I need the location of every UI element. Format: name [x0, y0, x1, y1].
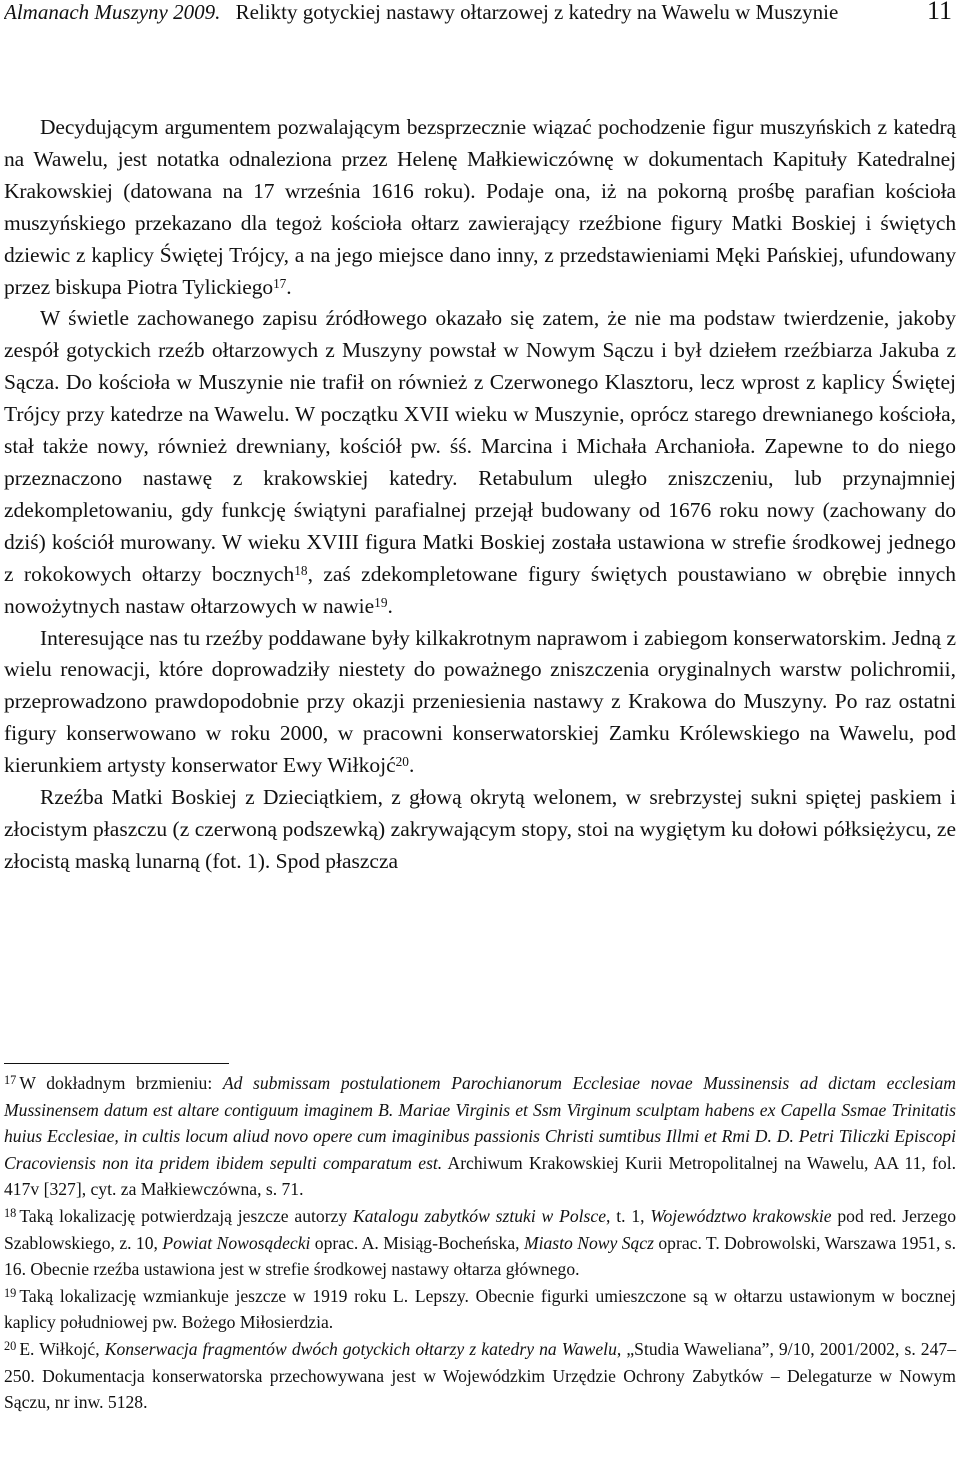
footnote-text: E. Wiłkojć,: [19, 1338, 105, 1359]
footnote-number: 19: [4, 1285, 17, 1300]
paragraph-text: Rzeźba Matki Boskiej z Dzieciątkiem, z głową okrytą welonem, w srebrzystej sukni spiętej paskiem i złocistym płaszczu (z czerwoną podszewką) zakrywającym stopy, stoi na wygiętym ku dołowi półksiężycu, ze złocistą maską lunarną (fot. 1). Spod płaszcza: [4, 785, 956, 873]
footnote-ref-17: 17: [273, 275, 287, 291]
footnote-17: [4, 1070, 956, 1203]
footnote-text: Taką lokalizację wzmiankuje jeszcze w 1919 roku L. Lepszy. Obecnie figurki umieszczone są w ołtarzu ustawionym w bocznej kaplicy południowej pw. Bożego Miłosierdzia.: [4, 1285, 956, 1333]
footnote-20: [4, 1336, 956, 1416]
footnote-italic-title: Konserwacja fragmentów dwóch gotyckich ołtarzy z katedry na Wawelu: [104, 1338, 617, 1359]
running-header: [4, 0, 956, 34]
paragraph: [4, 112, 956, 303]
footnote-text: pod red. Jerzego Szablowskiego, z. 10,: [4, 1205, 956, 1253]
footnote-italic-title: Województwo krakowskie: [650, 1205, 832, 1226]
footnote-number: 17: [4, 1073, 17, 1088]
paragraph-text: W świetle zachowanego zapisu źródłowego okazało się zatem, że nie ma podstaw twierdzenie, jakoby zespół gotyckich rzeźb ołtarzowych z Muszyny powstał w Nowym Sączu i był dziełem rzeźbiarza Jakuba z Sącza. Do kościoła w Muszynie nie trafił on również z Czerwonego Klasztoru, lecz wprost z kaplicy Świętej Trójcy przy katedrze na Wawelu. W początku XVII wieku w Muszynie, oprócz starego drewnianego kościoła, stał także nowy, również drewniany, kościół pw. śś. Marcina i Michała Archanioła. Zapewne to do niego przeznaczono nastawę z krakowskiej katedry. Retabulum uległo zniszczeniu, lub przynajmniej zdekompletowaniu, gdy funkcję świątyni parafialnej przejął budowany od 1676 roku nowy (zachowany do dziś) kościół murowany. W wieku XVIII figura Matki Boskiej została ustawiona w strefie środkowej jednego z rokokowych ołtarzy bocznych: [4, 306, 956, 586]
paragraph-text: Decydującym argumentem pozwalającym bezsprzecznie wiązać pochodzenie figur muszyńskich z katedrą na Wawelu, jest notatka odnaleziona przez Helenę Małkiewiczównę w dokumentach Kapituły Katedralnej Krakowskiej (datowana na 17 września 1616 roku). Podaje ona, iż na pokorną prośbę parafian kościoła muszyńskiego przekazano dla tegoż kościoła ołtarz zawierający rzeźbione figury Matki Boskiej i świętych dziewic z kaplicy Świętej Trójcy, a na jego miejsce dano inny, z przedstawieniami Męki Pańskiej, ufundowany przez biskupa Piotra Tylickiego: [4, 115, 956, 299]
paragraph: [4, 782, 956, 878]
footnote-text: , t. 1,: [606, 1205, 651, 1226]
paragraph: [4, 623, 956, 783]
footnotes: [4, 1070, 956, 1416]
footnote-latin-quote: Ad submissam postulationem Parochianorum Ecclesiae novae Mussinensis ad dictam ecclesiam Mussinensem datum est altare contiguum imaginem B. Mariae Virginis et Ssm Virginum sculptam habens ex Capella Ssmae Trinitatis huius Ecclesiae, in cultis locum aliud novo opere cum imaginibus passionis Christi sumtibus Illmi et Rmi D. D. Petri Tiliczki Episcopi Cracoviensis non ita pridem ibidem sepulti comparatum est.: [4, 1073, 956, 1173]
paragraph-text: Interesujące nas tu rzeźby poddawane były kilkakrotnym naprawom i zabiegom konserwatorskim. Jedną z wielu renowacji, które doprowadziły niestety do poważnego zniszczenia oryginalnych warstw polichromii, przeprowadzono prawdopodobnie przy okazji przeniesienia nastawy z Krakowa do Muszyny. Po raz ostatni figury konserwowano w roku 2000, w pracowni konserwatorskiej Zamku Królewskiego na Wawelu, pod kierunkiem artysty konserwator Ewy Wiłkojć: [4, 625, 956, 778]
footnote-text: oprac. T. Dobrowolski, Warszawa 1951, s. 16. Obecnie rzeźba ustawiona jest w strefie środkowej nastawy ołtarza głównego.: [4, 1232, 956, 1280]
footnote-number: 20: [4, 1339, 17, 1354]
journal-title: Almanach Muszyny 2009.: [4, 0, 221, 24]
footnote-text: oprac. A. Misiąg-Bocheńska,: [310, 1232, 524, 1253]
article-body: [4, 112, 956, 878]
footnote-separator: [4, 1063, 229, 1064]
footnote-19: [4, 1283, 956, 1336]
footnote-number: 18: [4, 1206, 17, 1221]
paragraph-text: , zaś zdekompletowane figury świętych poustawiano w obrębie innych nowożytnych nastaw ołtarzowych w nawie: [4, 561, 956, 618]
footnote-18: [4, 1203, 956, 1283]
paragraph-text: .: [387, 593, 393, 618]
paragraph: [4, 303, 956, 622]
footnote-ref-18: 18: [294, 562, 308, 578]
page-number: 11: [926, 0, 952, 25]
footnote-ref-20: 20: [395, 754, 409, 770]
footnote-text: W dokładnym brzmieniu:: [19, 1073, 223, 1093]
footnote-text: , „Studia Waweliana”, 9/10, 2001/2002, s. 247–250. Dokumentacja konserwatorska przechowywana jest w Wojewódzkim Urzędzie Ochrony Zabytków – Delegaturze w Nowym Sączu, nr inw. 5128.: [4, 1338, 956, 1413]
paragraph-text: .: [408, 753, 415, 778]
footnote-italic-title: Miasto Nowy Sącz: [523, 1232, 654, 1253]
footnote-italic-title: Powiat Nowosądecki: [162, 1232, 311, 1253]
footnote-text: Archiwum Krakowskiej Kurii Metropolitalnej na Wawelu, AA 11, fol. 417v [327], cyt. za Małkiewczówna, s. 71.: [4, 1152, 956, 1200]
footnote-italic-title: Katalogu zabytków sztuki w Polsce: [353, 1205, 607, 1226]
article-title: Relikty gotyckiej nastawy ołtarzowej z katedry na Wawelu w Muszynie: [235, 0, 839, 24]
footnote-ref-19: 19: [374, 594, 388, 610]
paragraph-text: .: [286, 274, 292, 299]
footnote-text: Taką lokalizację potwierdzają jeszcze autorzy: [19, 1205, 353, 1226]
